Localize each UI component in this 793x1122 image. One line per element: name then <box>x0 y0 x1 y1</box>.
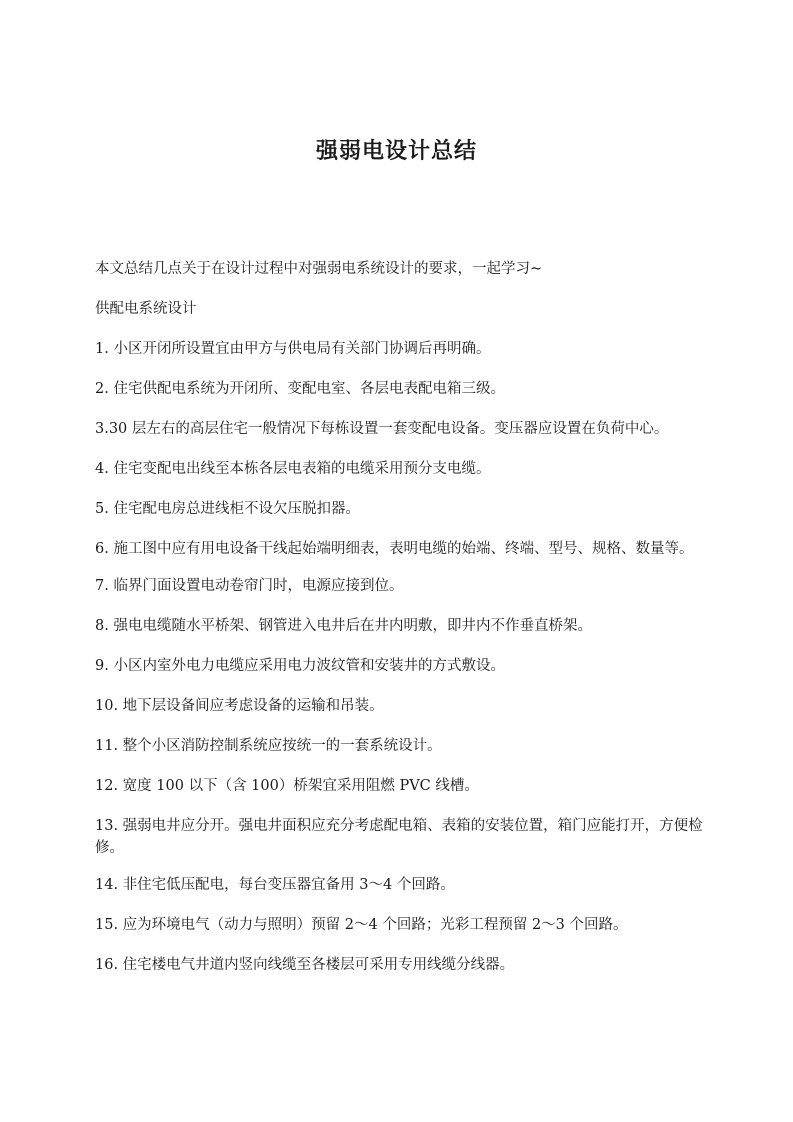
document-body <box>95 258 720 994</box>
list-item: 2. 住宅供配电系统为开闭所、变配电室、各层电表配电箱三级。 <box>95 381 505 397</box>
list-item: 5. 住宅配电房总进线柜不设欠压脱扣器。 <box>95 501 360 517</box>
section-heading: 供配电系统设计 <box>95 301 197 317</box>
list-item: 4. 住宅变配电出线至本栋各层电表箱的电缆采用预分支电缆。 <box>95 461 491 477</box>
list-item: 1. 小区开闭所设置宜由甲方与供电局有关部门协调后再明确。 <box>95 341 491 357</box>
document-title: 强弱电设计总结 <box>315 139 477 164</box>
list-item: 15. 应为环境电气（动力与照明）预留 2～4 个回路；光彩工程预留 2～3 个回路。 <box>95 917 628 933</box>
list-item: 3.30 层左右的高层住宅一般情况下每栋设置一套变配电设备。变压器应设置在负荷中心。 <box>95 421 669 437</box>
list-item: 7. 临界门面设置电动卷帘门时，电源应接到位。 <box>95 578 404 594</box>
intro-paragraph: 本文总结几点关于在设计过程中对强弱电系统设计的要求，一起学习~ <box>95 261 543 277</box>
list-item: 9. 小区内室外电力电缆应采用电力波纹管和安装井的方式敷设。 <box>95 658 505 674</box>
list-item: 8. 强电电缆随水平桥架、钢管进入电井后在井内明敷，即井内不作垂直桥架。 <box>95 618 592 634</box>
list-item: 13. 强弱电井应分开。强电井面积应充分考虑配电箱、表箱的安装位置，箱门应能打开，方便检修。 <box>95 818 703 856</box>
list-item: 16. 住宅楼电气井道内竖向线缆至各楼层可采用专用线缆分线器。 <box>95 957 515 973</box>
list-item: 10. 地下层设备间应考虑设备的运输和吊装。 <box>95 698 384 714</box>
list-item: 11. 整个小区消防控制系统应按统一的一套系统设计。 <box>95 738 442 754</box>
list-item: 12. 宽度 100 以下（含 100）桥架宜采用阻燃 PVC 线槽。 <box>95 778 479 794</box>
list-item: 6. 施工图中应有用电设备干线起始端明细表，表明电缆的始端、终端、型号、规格、数量等。 <box>95 541 694 557</box>
list-item: 14. 非住宅低压配电，每台变压器宜备用 3～4 个回路。 <box>95 877 455 893</box>
